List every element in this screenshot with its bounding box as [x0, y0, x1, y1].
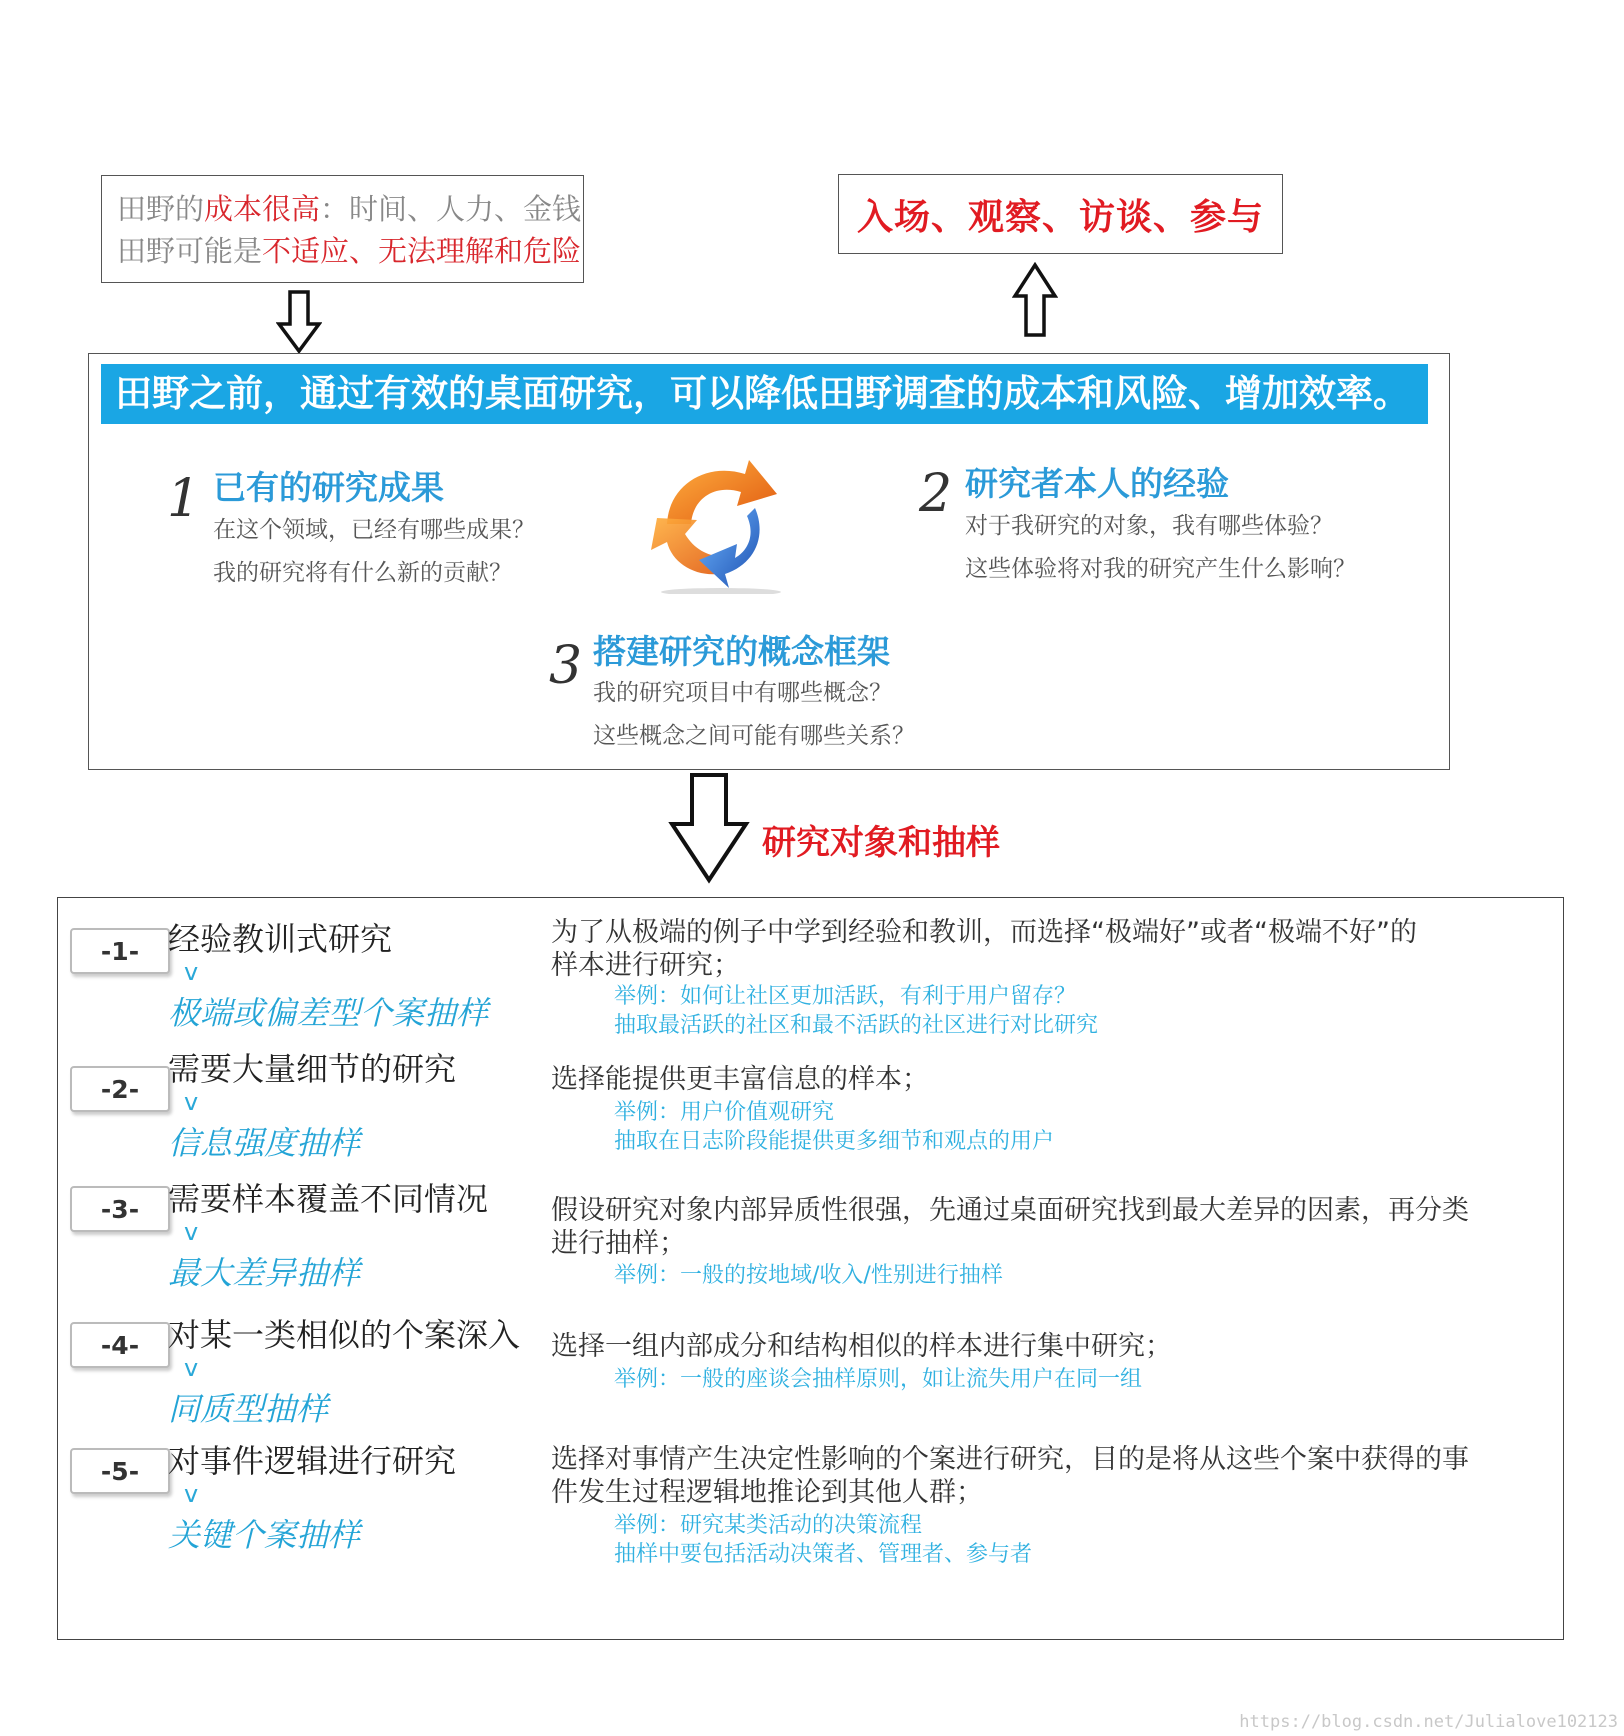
desk-research-banner: 田野之前，通过有效的桌面研究，可以降低田野调查的成本和风险、增加效率。 [101, 364, 1428, 424]
desk-research-box [88, 353, 1450, 770]
cycle-arrows-icon [637, 454, 797, 594]
sampling-example-1-line-2: 抽取最活跃的社区和最不活跃的社区进行对比研究 [614, 1013, 1099, 1038]
sampling-badge-3: -3- [70, 1186, 170, 1232]
sampling-example-5-line-2: 抽样中要包括活动决策者、管理者、参与者 [614, 1542, 1033, 1567]
point-1-line-1: 在这个领域，已经有哪些成果？ [213, 517, 535, 543]
sampling-badge-4: -4- [70, 1322, 170, 1368]
sampling-method-2: 信息强度抽样 [168, 1124, 361, 1162]
point-3-line-2: 这些概念之间可能有哪些关系？ [593, 723, 915, 749]
sampling-desc-1-line-1: 为了从极端的例子中学到经验和教训，而选择“极端好”或者“极端不好”的 [551, 917, 1417, 948]
sampling-box [57, 897, 1564, 1640]
arrow-down-large-icon [668, 772, 750, 884]
arrow-up-icon [1012, 262, 1058, 338]
point-1-line-2: 我的研究将有什么新的贡献？ [213, 560, 512, 586]
sampling-desc-5-line-2: 件发生过程逻辑地推论到其他人群； [551, 1477, 983, 1508]
sampling-badge-2: -2- [70, 1066, 170, 1112]
sampling-example-2-line-1: 举例：用户价值观研究 [614, 1100, 835, 1125]
sampling-method-5: 关键个案抽样 [168, 1516, 361, 1554]
sampling-desc-3-line-2: 进行抽样； [551, 1228, 686, 1259]
watermark: https://blog.csdn.net/Julialove102123 [1239, 1712, 1618, 1732]
point-3-title: 搭建研究的概念框架 [593, 632, 890, 671]
sampling-badge-1: -1- [70, 928, 170, 974]
point-2-line-1: 对于我研究的对象，我有哪些体验？ [965, 513, 1333, 539]
sampling-scenario-1: 经验教训式研究 [168, 920, 393, 958]
sampling-example-1-line-1: 举例：如何让社区更加活跃，有利于用户留存？ [614, 984, 1077, 1009]
fieldwork-methods-text: 入场、观察、访谈、参与 [856, 196, 1264, 238]
point-2-line-2: 这些体验将对我的研究产生什么影响？ [965, 556, 1356, 582]
sampling-desc-4-line-1: 选择一组内部成分和结构相似的样本进行集中研究； [551, 1331, 1172, 1362]
sampling-method-4: 同质型抽样 [168, 1390, 329, 1428]
point-1-title: 已有的研究成果 [213, 468, 444, 507]
cost-line-1-rest: ：时间、人力、金钱 [320, 192, 582, 226]
sampling-method-3: 最大差异抽样 [168, 1254, 361, 1292]
cost-line-1-prefix: 田野的 [117, 192, 205, 226]
point-3-number: 3 [549, 636, 583, 696]
cost-line-2-prefix: 田野可能是 [117, 234, 263, 268]
sampling-example-4-line-1: 举例：一般的座谈会抽样原则，如让流失用户在同一组 [614, 1367, 1143, 1392]
chevron-down-icon: v [184, 1088, 199, 1116]
sampling-example-3-line-1: 举例：一般的按地域/收入/性别进行抽样 [614, 1263, 1003, 1288]
cost-line-2 [117, 230, 583, 272]
chevron-down-icon: v [184, 1354, 199, 1382]
sampling-desc-5-line-1: 选择对事情产生决定性影响的个案进行研究，目的是将从这些个案中获得的事 [551, 1444, 1469, 1475]
sampling-scenario-3: 需要样本覆盖不同情况 [168, 1180, 489, 1218]
sampling-scenario-2: 需要大量细节的研究 [168, 1050, 457, 1088]
chevron-down-icon: v [184, 958, 199, 986]
sampling-scenario-4: 对某一类相似的个案深入 [168, 1316, 521, 1354]
fieldwork-methods-box [838, 174, 1283, 254]
cost-line-1-highlight: 成本很高 [204, 192, 321, 226]
cost-line-2-highlight: 不适应、无法理解和危险 [262, 234, 582, 268]
sampling-badge-5: -5- [70, 1448, 170, 1494]
cost-line-1 [117, 188, 583, 230]
sampling-scenario-5: 对事件逻辑进行研究 [168, 1442, 457, 1480]
sampling-desc-1-line-2: 样本进行研究； [551, 950, 740, 981]
point-1-number: 1 [167, 469, 201, 529]
sampling-example-2-line-2: 抽取在日志阶段能提供更多细节和观点的用户 [614, 1129, 1055, 1154]
chevron-down-icon: v [184, 1218, 199, 1246]
point-2-number: 2 [919, 464, 953, 524]
sampling-desc-3-line-1: 假设研究对象内部异质性很强，先通过桌面研究找到最大差异的因素，再分类 [551, 1195, 1469, 1226]
point-3-line-1: 我的研究项目中有哪些概念？ [593, 680, 892, 706]
point-2-title: 研究者本人的经验 [965, 464, 1229, 503]
sampling-example-5-line-1: 举例：研究某类活动的决策流程 [614, 1513, 923, 1538]
field-cost-box [101, 175, 584, 283]
chevron-down-icon: v [184, 1480, 199, 1508]
sampling-desc-2-line-1: 选择能提供更丰富信息的样本； [551, 1064, 929, 1095]
sampling-method-1: 极端或偏差型个案抽样 [168, 994, 489, 1032]
sampling-label: 研究对象和抽样 [762, 823, 1000, 863]
arrow-down-icon [276, 290, 322, 354]
